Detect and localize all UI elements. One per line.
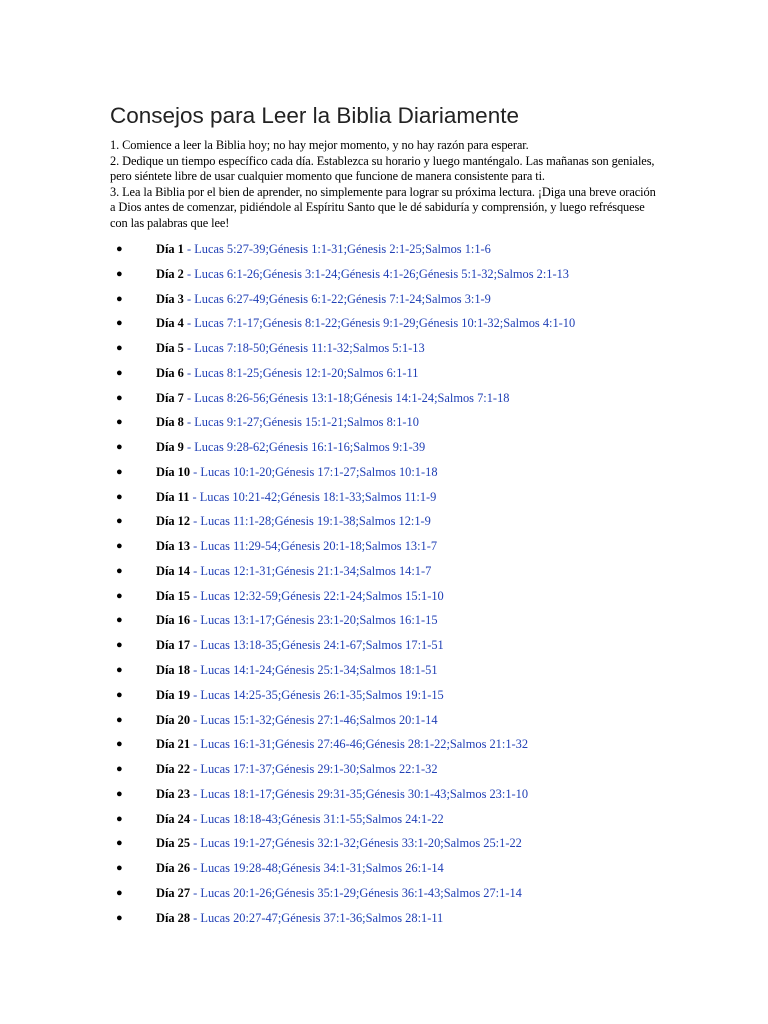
reading-entry	[156, 608, 438, 633]
day-label: Día 12	[156, 514, 191, 529]
bullet-icon: ●	[116, 292, 123, 305]
day-separator: -	[189, 489, 200, 504]
reading-entry	[156, 757, 438, 782]
scripture-references-link[interactable]: Lucas 12:1-31;Génesis 21:1-34;Salmos 14:1-7	[200, 563, 432, 578]
scripture-references-link[interactable]: Lucas 8:26-56;Génesis 13:1-18;Génesis 14:1-24;Salmos 7:1-18	[194, 390, 510, 405]
day-separator: -	[183, 266, 195, 281]
day-label: Día 11	[156, 489, 190, 504]
reading-entry	[156, 336, 425, 361]
scripture-references-link[interactable]: Lucas 15:1-32;Génesis 27:1-46;Salmos 20:1-14	[200, 712, 438, 727]
day-separator: -	[190, 910, 201, 925]
day-separator: -	[190, 762, 201, 777]
bullet-icon: ●	[116, 441, 123, 454]
bullet-icon: ●	[116, 366, 123, 379]
scripture-references-link[interactable]: Lucas 20:1-26;Génesis 35:1-29;Génesis 36:1-43;Salmos 27:1-14	[200, 885, 522, 900]
day-label: Día 3	[156, 291, 184, 306]
scripture-references-link[interactable]: Lucas 14:25-35;Génesis 26:1-35;Salmos 19:1-15	[200, 687, 444, 702]
day-label: Día 26	[156, 861, 191, 876]
scripture-references-link[interactable]: Lucas 19:28-48;Génesis 34:1-31;Salmos 26:1-14	[200, 861, 444, 876]
page-title: Consejos para Leer la Biblia Diariamente	[110, 103, 519, 128]
scripture-references-link[interactable]: Lucas 13:18-35;Génesis 24:1-67;Salmos 17:1-51	[200, 638, 444, 653]
reading-entry	[156, 584, 444, 609]
day-separator: -	[190, 687, 201, 702]
day-label: Día 7	[156, 390, 184, 405]
bullet-icon: ●	[116, 738, 123, 751]
day-separator: -	[190, 563, 201, 578]
reading-entry	[156, 708, 438, 733]
day-separator: -	[183, 242, 195, 256]
bullet-icon: ●	[116, 614, 123, 627]
scripture-references-link[interactable]: Lucas 18:1-17;Génesis 29:31-35;Génesis 30:1-43;Salmos 23:1-10	[200, 786, 529, 801]
day-label: Día 24	[156, 811, 191, 826]
scripture-references-link[interactable]: Lucas 19:1-27;Génesis 32:1-32;Génesis 33:1-20;Salmos 25:1-22	[200, 836, 522, 851]
scripture-references-link[interactable]: Lucas 18:18-43;Génesis 31:1-55;Salmos 24:1-22	[200, 811, 444, 826]
reading-entry	[156, 262, 569, 287]
scripture-references-link[interactable]: Lucas 13:1-17;Génesis 23:1-20;Salmos 16:1-15	[200, 613, 438, 628]
bullet-icon: ●	[116, 490, 123, 503]
reading-entry	[156, 782, 528, 807]
day-label: Día 13	[156, 539, 191, 554]
bullet-icon: ●	[116, 416, 123, 429]
day-label: Día 19	[156, 687, 191, 702]
day-label: Día 16	[156, 613, 191, 628]
bullet-icon: ●	[116, 267, 123, 280]
bullet-icon: ●	[116, 713, 123, 726]
reading-entry	[156, 485, 436, 510]
day-label: Día 8	[156, 415, 184, 430]
bullet-icon: ●	[116, 639, 123, 652]
day-separator: -	[183, 415, 195, 430]
day-label: Día 15	[156, 588, 191, 603]
day-separator: -	[190, 712, 201, 727]
bullet-icon: ●	[116, 862, 123, 875]
day-separator: -	[190, 588, 201, 603]
scripture-references-link[interactable]: Lucas 10:21-42;Génesis 18:1-33;Salmos 11:1-9	[199, 489, 437, 504]
reading-entry	[156, 534, 437, 559]
reading-entry	[156, 509, 431, 534]
day-separator: -	[183, 440, 195, 455]
scripture-references-link[interactable]: Lucas 12:32-59;Génesis 22:1-24;Salmos 15:1-10	[200, 588, 444, 603]
bullet-icon: ●	[116, 243, 123, 255]
day-separator: -	[190, 737, 201, 752]
day-separator: -	[190, 464, 201, 479]
reading-entry	[156, 633, 444, 658]
bullet-icon: ●	[116, 540, 123, 553]
bullet-icon: ●	[116, 664, 123, 677]
day-label: Día 22	[156, 762, 191, 777]
bullet-icon: ●	[116, 515, 123, 528]
bullet-icon: ●	[116, 317, 123, 330]
day-separator: -	[190, 811, 201, 826]
reading-entry	[156, 559, 431, 584]
scripture-references-link[interactable]: Lucas 8:1-25;Génesis 12:1-20;Salmos 6:1-11	[194, 365, 419, 380]
tip-paragraph: 3. Lea la Biblia por el bien de aprender, no simplemente para lograr su próxima lectura. ¡Diga una breve oración a Dios antes de comenzar, pidiéndole al Espíritu Santo que le dé sabiduría y comprensión, y luego refrésquese con las palabras que lee!	[110, 184, 656, 230]
day-separator: -	[183, 390, 195, 405]
day-label: Día 25	[156, 836, 191, 851]
day-label: Día 27	[156, 885, 191, 900]
reading-entry	[156, 856, 444, 881]
scripture-references-link[interactable]: Lucas 9:28-62;Génesis 16:1-16;Salmos 9:1-39	[194, 440, 426, 455]
day-separator: -	[190, 539, 201, 554]
day-label: Día 6	[156, 365, 184, 380]
reading-entry	[156, 237, 491, 262]
reading-entry	[156, 683, 444, 708]
reading-entry	[156, 807, 444, 832]
bullet-icon: ●	[116, 787, 123, 800]
bullet-icon: ●	[116, 391, 123, 404]
bullet-icon: ●	[116, 688, 123, 701]
reading-entry	[156, 906, 443, 931]
scripture-references-link[interactable]: Lucas 9:1-27;Génesis 15:1-21;Salmos 8:1-10	[194, 415, 419, 430]
scripture-references-link[interactable]: Lucas 6:27-49;Génesis 6:1-22;Génesis 7:1-24;Salmos 3:1-9	[194, 291, 491, 306]
day-label: Día 18	[156, 663, 191, 678]
scripture-references-link[interactable]: Lucas 6:1-26;Génesis 3:1-24;Génesis 4:1-26;Génesis 5:1-32;Salmos 2:1-13	[194, 266, 569, 281]
day-label: Día 1	[156, 242, 184, 256]
tip-paragraph: 1. Comience a leer la Biblia hoy; no hay mejor momento, y no hay razón para esperar.	[110, 138, 529, 152]
day-separator: -	[190, 861, 201, 876]
scripture-references-link[interactable]: Lucas 7:18-50;Génesis 11:1-32;Salmos 5:1-13	[194, 341, 425, 356]
reading-entry	[156, 460, 438, 485]
reading-entry	[156, 311, 575, 336]
day-separator: -	[183, 291, 195, 306]
scripture-references-link[interactable]: Lucas 17:1-37;Génesis 29:1-30;Salmos 22:1-32	[200, 762, 438, 777]
reading-entry	[156, 287, 491, 312]
reading-entry	[156, 361, 418, 386]
day-separator: -	[190, 836, 201, 851]
day-label: Día 14	[156, 563, 191, 578]
reading-entry	[156, 831, 522, 856]
reading-entry	[156, 881, 522, 906]
bullet-icon: ●	[116, 763, 123, 776]
day-label: Día 21	[156, 737, 191, 752]
reading-entry	[156, 410, 419, 435]
scripture-references-link[interactable]: Lucas 14:1-24;Génesis 25:1-34;Salmos 18:1-51	[200, 663, 438, 678]
day-separator: -	[190, 663, 201, 678]
bullet-icon: ●	[116, 342, 123, 355]
day-separator: -	[190, 514, 201, 529]
scripture-references-link[interactable]: Lucas 10:1-20;Génesis 17:1-27;Salmos 10:1-18	[200, 464, 438, 479]
bullet-icon: ●	[116, 564, 123, 577]
day-label: Día 17	[156, 638, 191, 653]
scripture-references-link[interactable]: Lucas 5:27-39;Génesis 1:1-31;Génesis 2:1-25;Salmos 1:1-6	[194, 242, 491, 256]
reading-entry	[156, 435, 425, 460]
day-label: Día 28	[156, 910, 191, 925]
reading-entry	[156, 658, 438, 683]
bullet-icon: ●	[116, 911, 123, 924]
day-separator: -	[190, 885, 201, 900]
bullet-icon: ●	[116, 812, 123, 825]
day-label: Día 2	[156, 266, 184, 281]
day-separator: -	[183, 316, 195, 331]
reading-entry	[156, 386, 509, 411]
day-label: Día 5	[156, 341, 184, 356]
bullet-icon: ●	[116, 589, 123, 602]
bullet-icon: ●	[116, 465, 123, 478]
day-label: Día 20	[156, 712, 191, 727]
day-label: Día 23	[156, 786, 191, 801]
scripture-references-link[interactable]: Lucas 11:1-28;Génesis 19:1-38;Salmos 12:1-9	[200, 514, 431, 529]
day-separator: -	[190, 786, 201, 801]
day-label: Día 10	[156, 464, 191, 479]
day-separator: -	[183, 341, 195, 356]
scripture-references-link[interactable]: Lucas 20:27-47;Génesis 37:1-36;Salmos 28:1-11	[200, 910, 444, 925]
day-label: Día 4	[156, 316, 184, 331]
reading-entry	[156, 732, 528, 757]
scripture-references-link[interactable]: Lucas 16:1-31;Génesis 27:46-46;Génesis 28:1-22;Salmos 21:1-32	[200, 737, 529, 752]
bullet-icon: ●	[116, 837, 123, 850]
day-separator: -	[190, 638, 201, 653]
day-separator: -	[183, 365, 195, 380]
bullet-icon: ●	[116, 886, 123, 899]
scripture-references-link[interactable]: Lucas 7:1-17;Génesis 8:1-22;Génesis 9:1-29;Génesis 10:1-32;Salmos 4:1-10	[194, 316, 576, 331]
tips-intro	[110, 138, 662, 232]
day-separator: -	[190, 613, 201, 628]
day-label: Día 9	[156, 440, 184, 455]
tip-paragraph: 2. Dedique un tiempo específico cada día. Establezca su horario y luego manténgalo. Las mañanas son geniales, pero siéntete libre de usar cualquier momento que funcione de manera consistente para ti.	[110, 153, 655, 184]
scripture-references-link[interactable]: Lucas 11:29-54;Génesis 20:1-18;Salmos 13:1-7	[200, 539, 438, 554]
